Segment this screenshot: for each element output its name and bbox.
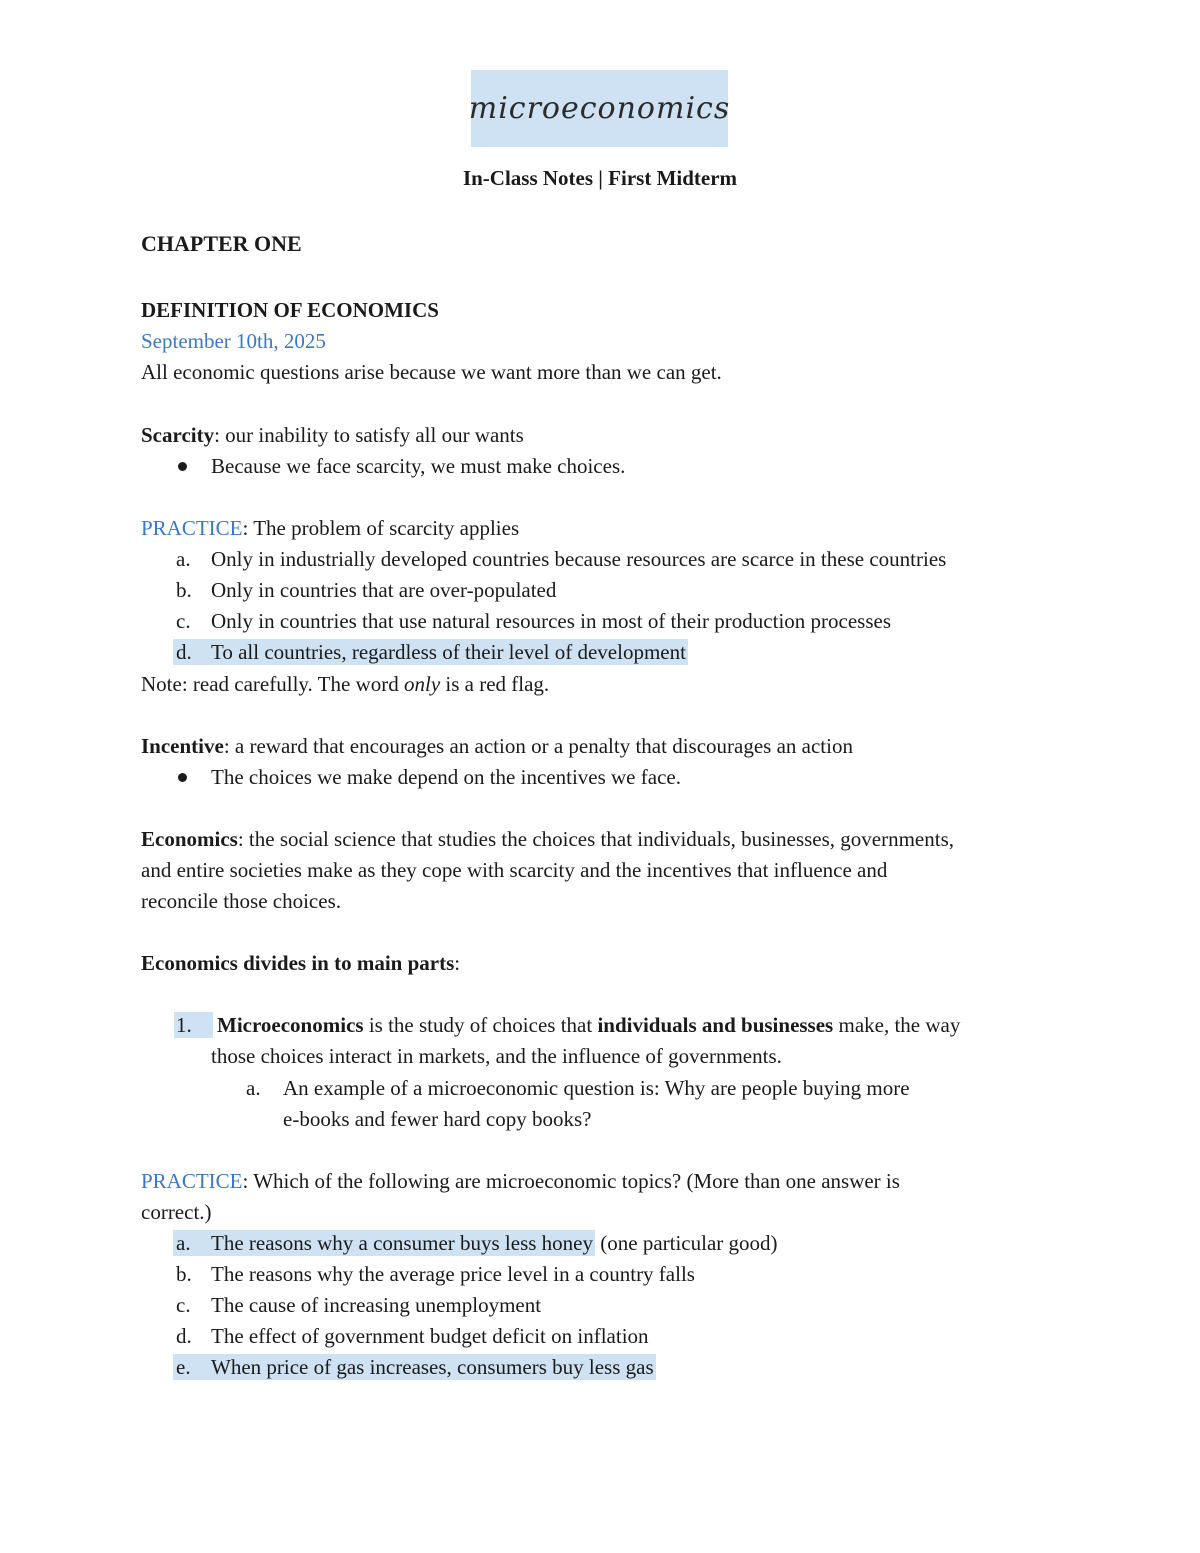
intro-paragraph: All economic questions arise because we want more than we can get. [141, 360, 722, 384]
practice1-question [141, 515, 519, 541]
option-text: The reasons why the average price level in a country falls [211, 1262, 695, 1286]
option-marker: d. [176, 1324, 192, 1348]
bullet-icon [178, 773, 187, 782]
chapter-heading: CHAPTER ONE [141, 231, 302, 256]
micro-marker: 1. [176, 1013, 192, 1037]
scarcity-definition [141, 422, 524, 448]
scarcity-text: : our inability to satisfy all our wants [214, 423, 524, 447]
practice1-option-c [176, 608, 891, 634]
document-subtitle: In-Class Notes | First Midterm [462, 166, 738, 190]
option-text: The effect of government budget deficit on inflation [211, 1324, 649, 1348]
economics-definition-line3: reconcile those choices. [141, 889, 341, 913]
title-banner [468, 70, 731, 147]
micro-sub-line1: An example of a microeconomic question is: Why are people buying more [283, 1076, 910, 1100]
option-marker: b. [176, 578, 192, 602]
incentive-term: Incentive [141, 734, 224, 758]
practice2-label: PRACTICE [141, 1169, 243, 1193]
practice2-option-e-highlighted [173, 1354, 656, 1380]
economics-definition-line1 [141, 826, 954, 852]
option-marker: e. [176, 1355, 191, 1379]
option-marker: c. [176, 609, 191, 633]
practice1-option-a [176, 546, 946, 572]
practice1-text: : The problem of scarcity applies [242, 516, 520, 540]
note-text-end: is a red flag. [440, 672, 550, 696]
option-text: The cause of increasing unemployment [211, 1293, 542, 1317]
option-marker: c. [176, 1293, 191, 1317]
option-text: Only in countries that use natural resources in most of their production processes [211, 609, 891, 633]
practice1-note [141, 671, 549, 697]
option-marker: d. [176, 640, 192, 664]
option-text: To all countries, regardless of their level of development [211, 640, 686, 664]
option-text: Only in countries that are over-populated [211, 578, 557, 602]
incentive-text: : a reward that encourages an action or a penalty that discourages an action [223, 734, 853, 758]
note-emphasis: only [403, 672, 441, 696]
economics-text: : the social science that studies the choices that individuals, businesses, governments, [237, 827, 955, 851]
scarcity-term: Scarcity [141, 423, 215, 447]
note-text: Note: read carefully. The word [141, 672, 404, 696]
divides-heading [141, 950, 460, 976]
micro-text2: make, the way [833, 1013, 961, 1037]
practice2-option-b [176, 1261, 695, 1287]
economics-definition-line2: and entire societies make as they cope with scarcity and the incentives that influence and [141, 858, 888, 882]
micro-item-line1 [217, 1012, 960, 1038]
option-text: When price of gas increases, consumers buy less gas [211, 1355, 654, 1379]
practice1-option-d-highlighted [173, 639, 688, 665]
bullet-icon [178, 462, 187, 471]
practice2-text: : Which of the following are microeconomic topics? (More than one answer is [242, 1169, 900, 1193]
micro-sub-marker: a. [246, 1076, 261, 1100]
practice2-question-line2: correct.) [141, 1200, 212, 1224]
practice2-option-c [176, 1292, 541, 1318]
micro-text1: is the study of choices that [363, 1013, 598, 1037]
option-text: The reasons why a consumer buys less honey [211, 1231, 593, 1255]
divides-colon: : [454, 951, 461, 975]
option-extra: (one particular good) [595, 1231, 778, 1255]
section-heading: DEFINITION OF ECONOMICS [141, 298, 439, 322]
micro-term: Microeconomics [217, 1013, 364, 1037]
scarcity-bullet [178, 453, 187, 479]
incentive-definition [141, 733, 853, 759]
option-text: Only in industrially developed countries because resources are scarce in these countries [211, 547, 947, 571]
option-marker: a. [176, 1231, 191, 1255]
incentive-bullet-text: The choices we make depend on the incentives we face. [211, 765, 681, 789]
micro-sub-line2: e-books and fewer hard copy books? [283, 1107, 592, 1131]
option-marker: b. [176, 1262, 192, 1286]
practice2-option-d [176, 1323, 649, 1349]
practice1-label: PRACTICE [141, 516, 243, 540]
micro-bold2: individuals and businesses [597, 1013, 834, 1037]
scarcity-bullet-text: Because we face scarcity, we must make choices. [211, 454, 626, 478]
practice1-option-b [176, 577, 556, 603]
practice2-option-a [173, 1230, 778, 1256]
practice2-question-line1 [141, 1168, 900, 1194]
divides-bold: Economics divides in to main parts [141, 951, 455, 975]
incentive-bullet [178, 764, 187, 790]
micro-item-line2: those choices interact in markets, and the influence of governments. [211, 1044, 782, 1068]
option-marker: a. [176, 547, 191, 571]
date-line: September 10th, 2025 [141, 329, 326, 353]
economics-term: Economics [141, 827, 238, 851]
micro-marker-highlight [174, 1012, 213, 1038]
document-title: microeconomics [468, 91, 731, 126]
option-highlight [173, 1230, 595, 1256]
